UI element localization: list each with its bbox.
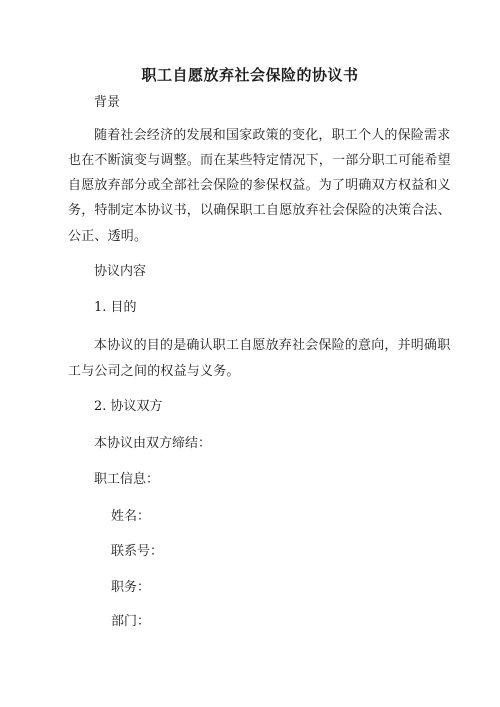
position-field-label: 职务： — [111, 580, 151, 595]
item1-paragraph-line-2: 工与公司之间的权益与义务。 — [68, 364, 240, 379]
item1-heading: 1. 目的 — [94, 300, 137, 315]
agreement-content-heading: 协议内容 — [94, 264, 147, 279]
background-paragraph-line-4: 务，特制定本协议书，以确保职工自愿放弃社会保险的决策合法、 — [68, 203, 451, 218]
background-heading: 背景 — [94, 95, 121, 110]
background-paragraph-line-1: 随着社会经济的发展和国家政策的变化，职工个人的保险需求 — [94, 128, 451, 143]
phone-field-label: 联系号： — [111, 544, 164, 559]
document-title: 职工自愿放弃社会保险的协议书 — [141, 66, 359, 84]
item2-heading: 2. 协议双方 — [94, 399, 163, 414]
item1-paragraph-line-1: 本协议的目的是确认职工自愿放弃社会保险的意向，并明确职 — [94, 338, 451, 353]
department-field-label: 部门： — [111, 614, 151, 629]
employee-info-heading: 职工信息： — [94, 472, 160, 487]
parties-intro: 本协议由双方缔结： — [94, 436, 212, 451]
background-paragraph-line-3: 自愿放弃部分或全部社会保险的参保权益。为了明确双方权益和义 — [68, 178, 451, 193]
name-field-label: 姓名： — [111, 509, 151, 524]
background-paragraph-line-5: 公正、透明。 — [68, 229, 148, 244]
background-paragraph-line-2: 也在不断演变与调整。而在某些特定情况下，一部分职工可能希望 — [68, 153, 451, 168]
